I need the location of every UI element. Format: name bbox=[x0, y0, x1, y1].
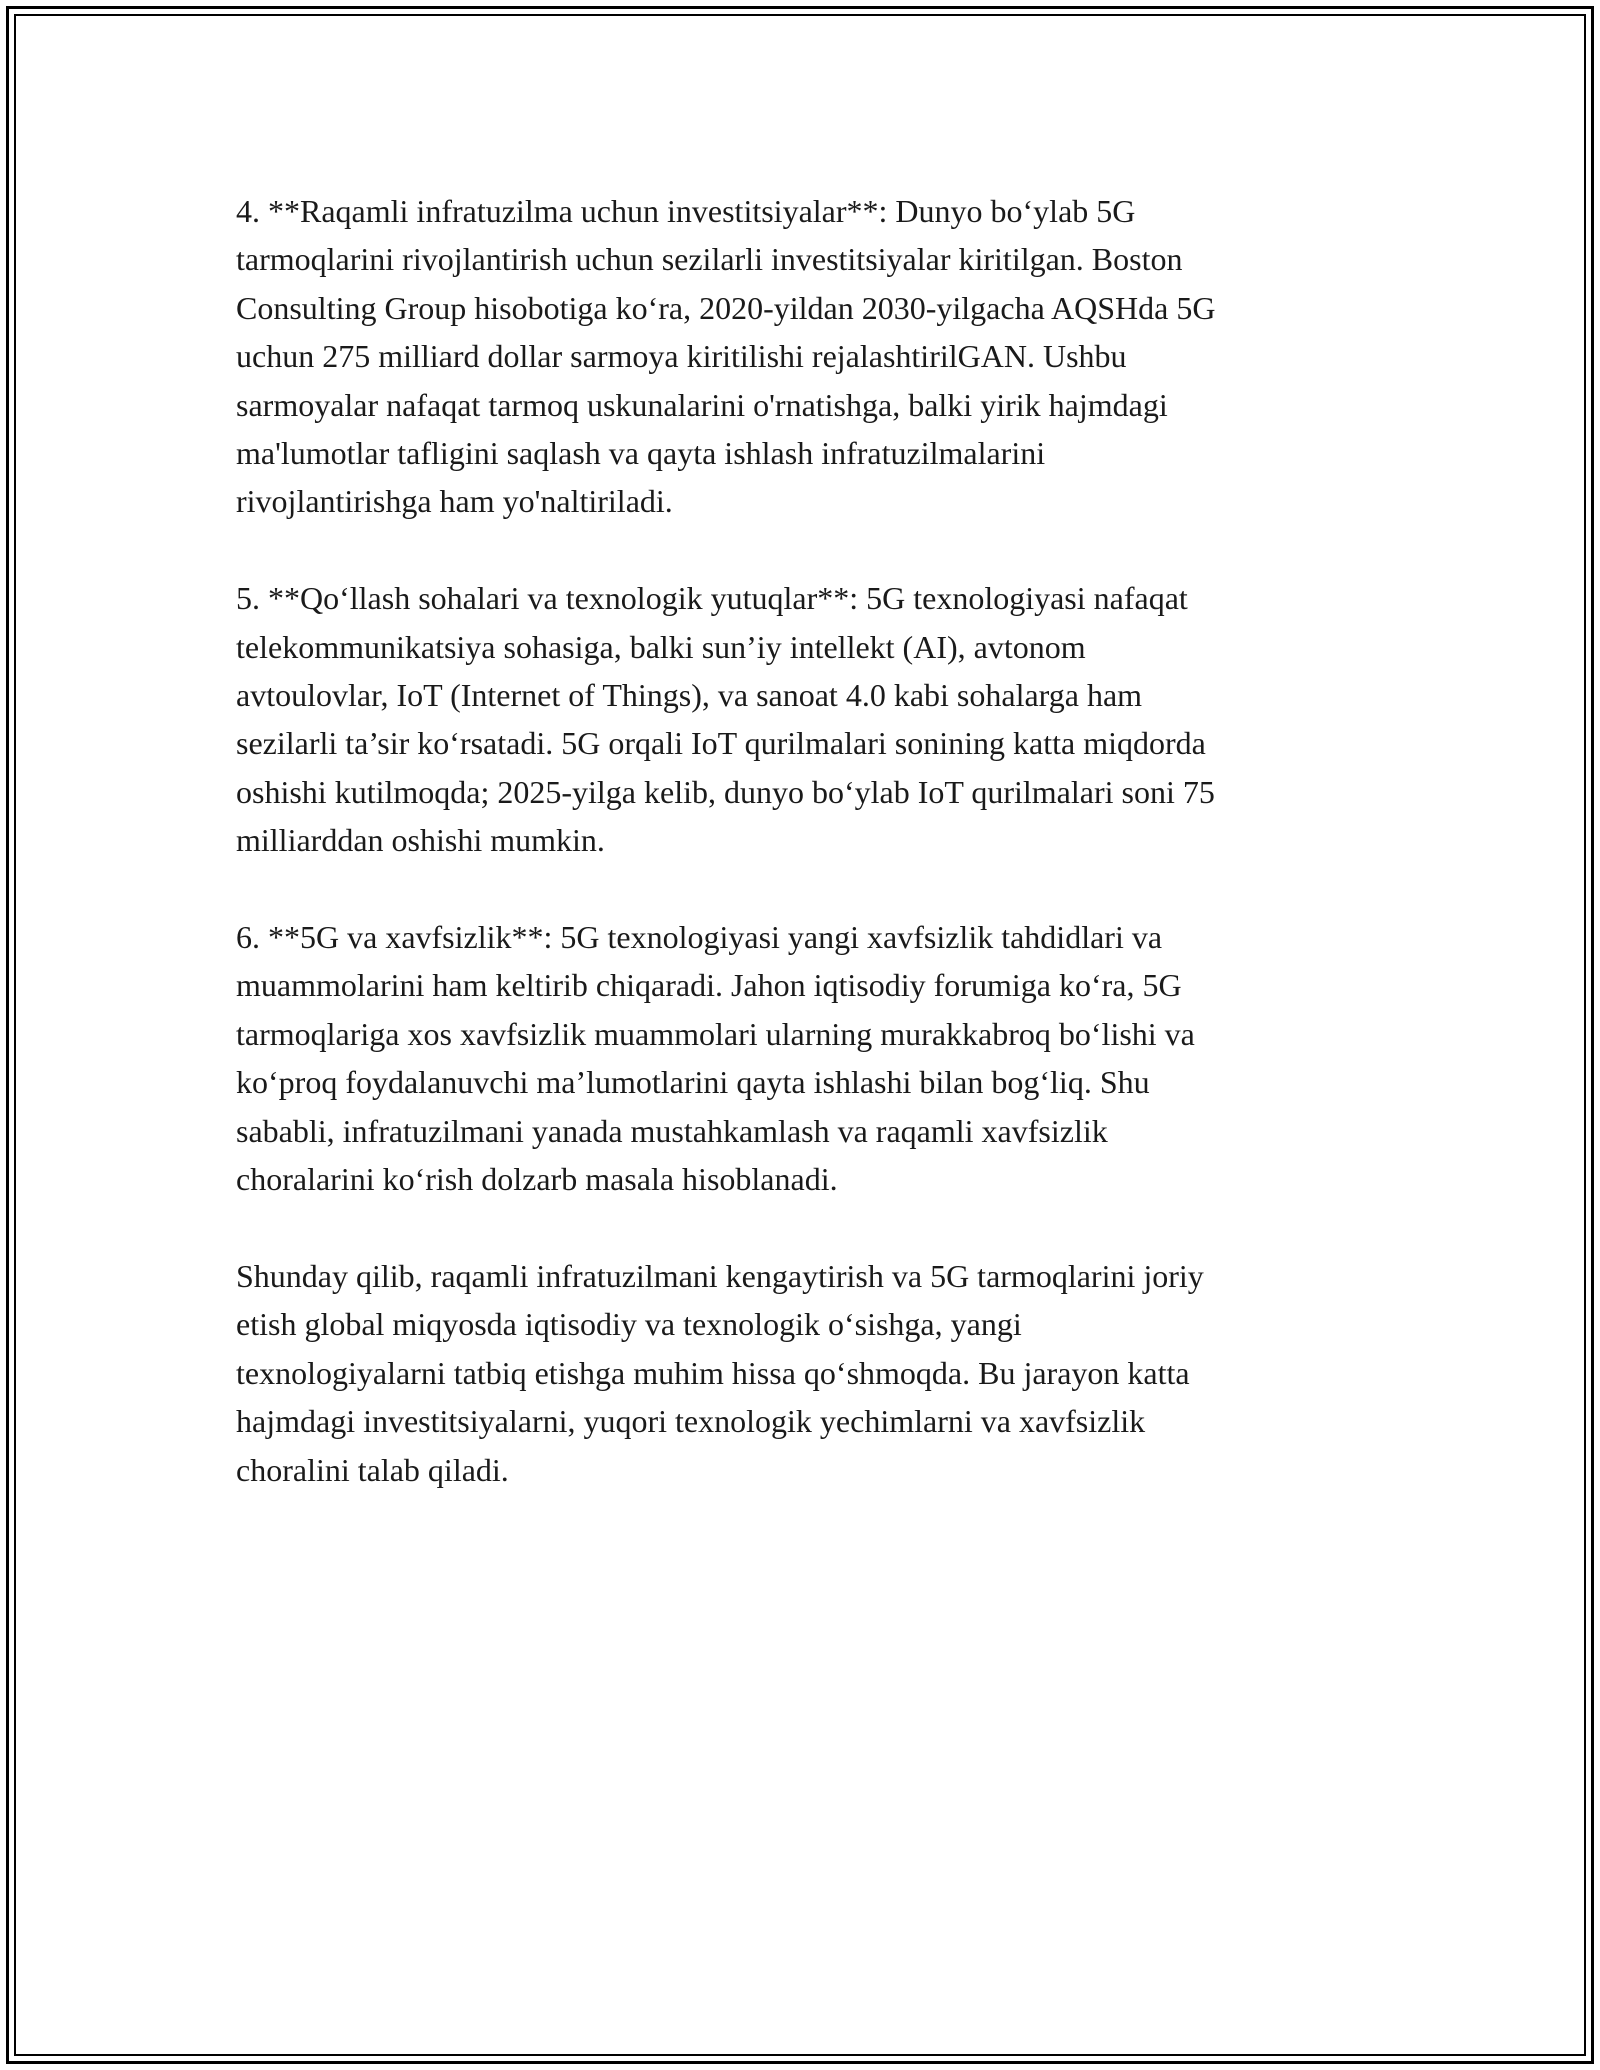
paragraph-applications-achievements: 5. **Qo‘llash sohalari va texnologik yutuqlar**: 5G texnologiyasi nafaqat telekommunikatsiya sohasiga, balki sun’iy intellekt (AI), avtonom avtoulovlar, IoT (Internet of Things), va sanoat 4.0 kabi sohalarga ham sezilarli ta’sir ko‘rsatadi. 5G orqali IoT qurilmalari sonining katta miqdorda oshishi kutilmoqda; 2025-yilga kelib, dunyo bo‘ylab IoT qurilmalari soni 75 milliarddan oshishi mumkin. bbox=[236, 580, 1215, 859]
paragraph-conclusion: Shunday qilib, raqamli infratuzilmani kengaytirish va 5G tarmoqlarini joriy etish global miqyosda iqtisodiy va texnologik o‘sishga, yangi texnologiyalarni tatbiq etishga muhim hissa qo‘shmoqda. Bu jarayon katta hajmdagi investitsiyalarni, yuqori texnologik yechimlarni va xavfsizlik choralini talab qiladi. bbox=[236, 1257, 1204, 1488]
paragraph-infrastructure-investment: 4. **Raqamli infratuzilma uchun investitsiyalar**: Dunyo bo‘ylab 5G tarmoqlarini rivojlantirish uchun sezilarli investitsiyalar kiritilgan. Boston Consulting Group hisobotiga ko‘ra, 2020-yildan 2030-yilgacha AQSHda 5G uchun 275 milliard dollar sarmoya kiritilishi rejalashtirilGAN. Ushbu sarmoyalar nafaqat tarmoq uskunalarini o'rnatishga, balki yirik hajmdagi ma'lumotlar tafligini saqlash va qayta ishlash infratuzilmalarini rivojlantirishga ham yo'naltiriladi. bbox=[236, 193, 1216, 520]
paragraph-5g-security: 6. **5G va xavfsizlik**: 5G texnologiyasi yangi xavfsizlik tahdidlari va muammolarini ham keltirib chiqaradi. Jahon iqtisodiy forumiga ko‘ra, 5G tarmoqlariga xos xavfsizlik muammolari ularning murakkabroq bo‘lishi va ko‘proq foydalanuvchi ma’lumotlarini qayta ishlashi bilan bog‘liq. Shu sababli, infratuzilmani yanada mustahkamlash va raqamli xavfsizlik choralarini ko‘rish dolzarb masala hisoblanadi. bbox=[236, 919, 1195, 1198]
document-body bbox=[236, 187, 1366, 1542]
